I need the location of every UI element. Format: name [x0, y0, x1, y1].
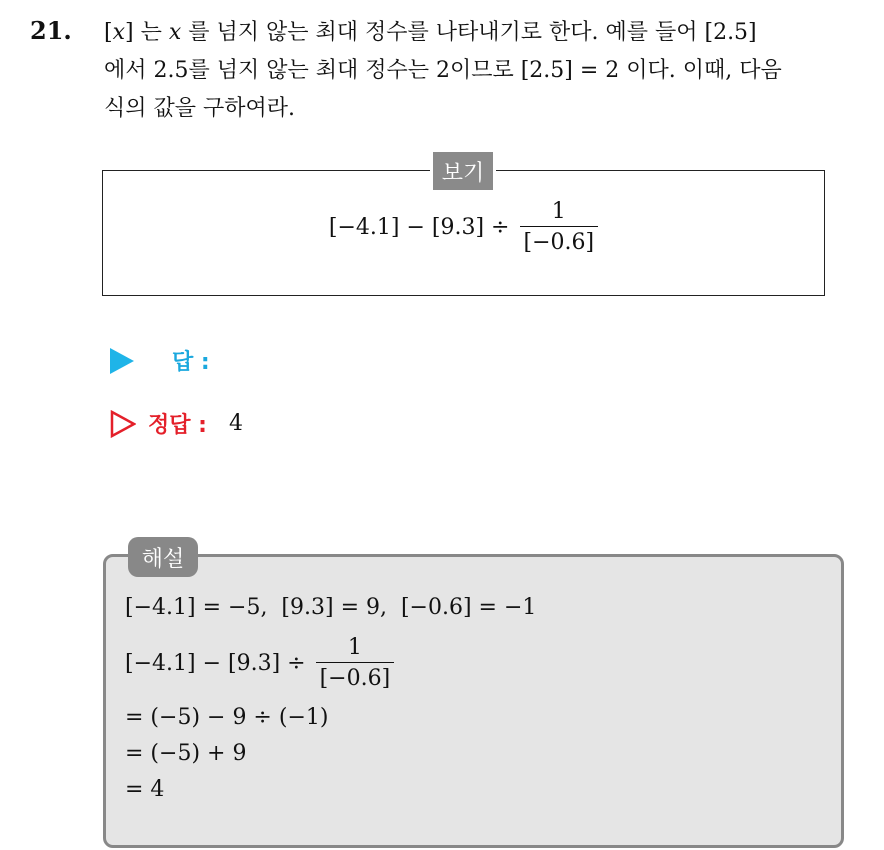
bogi-numerator: 1 [551, 199, 566, 224]
bogi-denominator: [−0.6] [520, 226, 599, 255]
answer-label: 답 : [172, 350, 210, 375]
bogi-formula-lhs: [−4.1] − [9.3] ÷ [328, 214, 510, 240]
explanation-numerator: 1 [347, 635, 362, 660]
explanation-line-2-lhs: [−4.1] − [9.3] ÷ [125, 650, 306, 676]
question-line-1: [x] 는 x 를 넘지 않는 최대 정수를 나타내기로 한다. 예를 들어 [2.5] [104, 20, 757, 45]
answer-row [110, 345, 210, 376]
question-number: 21. [30, 16, 72, 45]
explanation-line-1: [−4.1] = −5, [9.3] = 9, [−0.6] = −1 [125, 595, 537, 620]
correct-answer-row [110, 408, 243, 439]
question-line-2: 에서 2.5를 넘지 않는 최대 정수는 2이므로 [2.5] = 2 이다. 이때, 다음 [104, 58, 782, 83]
correct-answer-value: 4 [228, 411, 243, 436]
question-text [104, 14, 864, 128]
explanation-content [125, 590, 536, 808]
explanation-line-4: = (−5) + 9 [125, 741, 247, 766]
explanation-fraction [316, 635, 395, 691]
bogi-label: 보기 [430, 152, 496, 190]
explanation-line-3: = (−5) − 9 ÷ (−1) [125, 705, 329, 730]
explanation-line-2 [125, 626, 536, 700]
bogi-formula [103, 199, 824, 255]
explanation-line-5: = 4 [125, 777, 165, 802]
play-outline-icon [110, 410, 136, 438]
question-line-3: 식의 값을 구하여라. [104, 96, 295, 121]
bogi-fraction [520, 199, 599, 255]
play-filled-icon [110, 348, 134, 374]
explanation-label: 해설 [128, 537, 198, 577]
explanation-denominator: [−0.6] [316, 662, 395, 691]
correct-answer-label: 정답 : [148, 413, 207, 438]
